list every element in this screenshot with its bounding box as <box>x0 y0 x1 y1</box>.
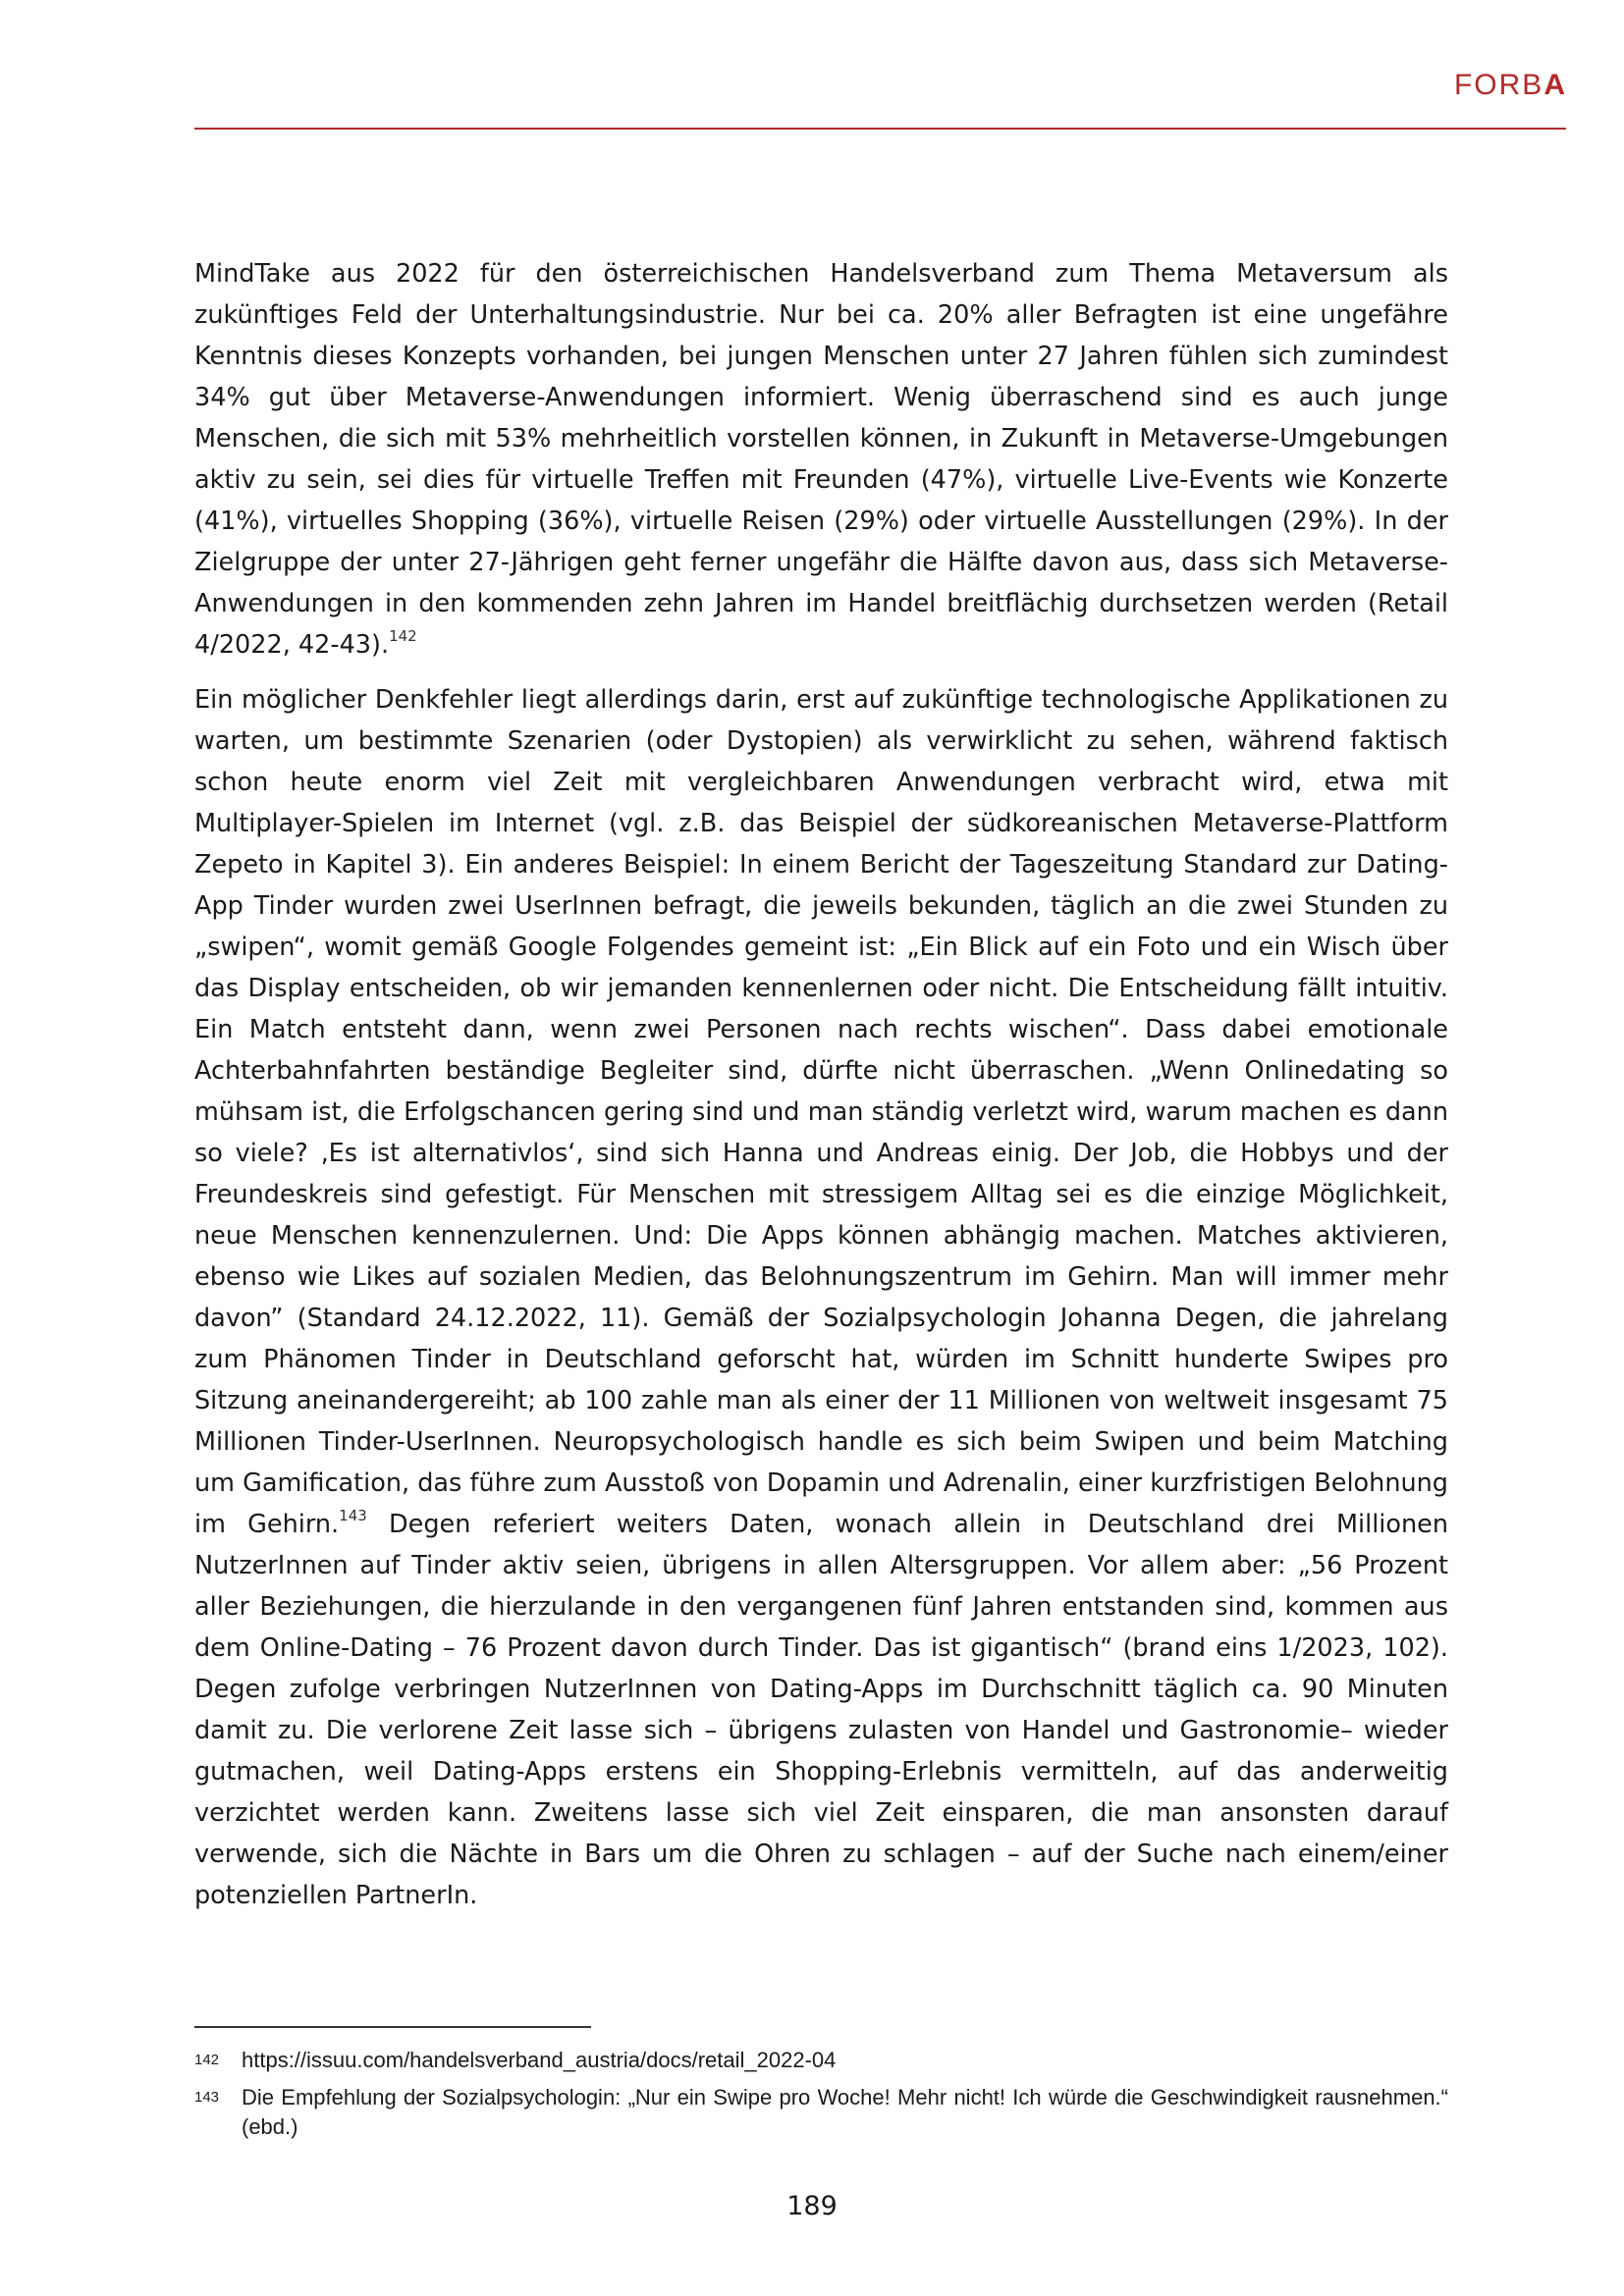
footnotes <box>194 2046 1448 2150</box>
logo-regular: FORB <box>1453 69 1544 101</box>
footnote-number: 143 <box>194 2089 220 2106</box>
footnote-ref-142[interactable]: 142 <box>389 627 417 645</box>
header-rule <box>194 128 1566 130</box>
page-number: 189 <box>786 2191 838 2221</box>
footnote-number: 142 <box>194 2052 220 2068</box>
footnote-text: Die Empfehlung der Sozialpsychologin: „Nur ein Swipe pro Woche! Mehr nicht! Ich würde die Geschwindigkeit rausnehmen.“ (ebd.) <box>242 2085 1448 2139</box>
logo-bold: A <box>1543 69 1567 101</box>
paragraph-1 <box>194 253 1448 666</box>
paragraph-2-text-part-2: Degen referiert weiters Daten, wonach allein in Deutschland drei Millionen NutzerInnen auf Tinder aktiv seien, übrigens in allen Altersgruppen. Vor allem aber: „56 Prozent aller Beziehungen, die hierzulande in den vergangenen fünf Jahren entstanden sind, kommen aus dem Online-Dating – 76 Prozent davon durch Tinder. Das ist gigantisch“ (brand eins 1/2023, 102). Degen zufolge verbringen NutzerInnen von Dating-Apps im Durchschnitt täglich ca. 90 Minuten damit zu. Die verlorene Zeit lasse sich – übrigens zulasten von Handel und Gastronomie– wieder gutmachen, weil Dating-Apps erstens ein Shopping-Erlebnis vermitteln, auf das anderweitig verzichtet werden kann. Zweitens lasse sich viel Zeit einsparen, die man ansonsten darauf verwende, sich die Nächte in Bars um die Ohren zu schlagen – auf der Suche nach einem/einer potenziellen PartnerIn. <box>194 1510 1448 1910</box>
footnote-142 <box>194 2046 1448 2075</box>
footnote-url-link[interactable]: https://issuu.com/handelsverband_austria/docs/retail_2022-04 <box>242 2048 837 2072</box>
body-text <box>194 253 1448 1930</box>
footnote-143 <box>194 2083 1448 2142</box>
footnote-ref-143[interactable]: 143 <box>339 1507 367 1524</box>
paragraph-2-text-part-1: Ein möglicher Denkfehler liegt allerdings darin, erst auf zukünftige technologische Applikationen zu warten, um bestimmte Szenarien (oder Dystopien) als verwirklicht zu sehen, während faktisch schon heute enorm viel Zeit mit vergleichbaren Anwendungen verbracht wird, etwa mit Multiplayer-Spielen im Internet (vgl. z.B. das Beispiel der südkoreanischen Metaverse-Plattform Zepeto in Kapitel 3). Ein anderes Beispiel: In einem Bericht der Tageszeitung Standard zur Dating-App Tinder wurden zwei UserInnen befragt, die jeweils bekunden, täglich an die zwei Stunden zu „swipen“, womit gemäß Google Folgendes gemeint ist: „Ein Blick auf ein Foto und ein Wisch über das Display entscheiden, ob wir jemanden kennenlernen oder nicht. Die Entscheidung fällt intuitiv. Ein Match entsteht dann, wenn zwei Personen nach rechts wischen“. Dass dabei emotionale Achterbahnfahrten beständige Begleiter sind, dürfte nicht überraschen. „Wenn Onlinedating so mühsam ist, die Erfolgschancen gering sind und man ständig verletzt wird, warum machen es dann so viele? ‚Es ist alternativlos‘, sind sich Hanna und Andreas einig. Der Job, die Hobbys und der Freundeskreis sind gefestigt. Für Menschen mit stressigem Alltag sei es die einzige Möglichkeit, neue Menschen kennenzulernen. Und: Die Apps können abhängig machen. Matches aktivieren, ebenso wie Likes auf sozialen Medien, das Belohnungszentrum im Gehirn. Man will immer mehr davon” (Standard 24.12.2022, 11). Gemäß der Sozialpsychologin Johanna Degen, die jahrelang zum Phänomen Tinder in Deutschland geforscht hat, würden im Schnitt hunderte Swipes pro Sitzung aneinandergereiht; ab 100 zahle man als einer der 11 Millionen von weltweit insgesamt 75 Millionen Tinder-UserInnen. Neuropsychologisch handle es sich beim Swipen und beim Matching um Gamification, das führe zum Ausstoß von Dopamin und Adrenalin, einer kurzfristigen Belohnung im Gehirn. <box>194 685 1448 1539</box>
paragraph-2 <box>194 679 1448 1916</box>
forba-logo <box>1454 69 1567 102</box>
paragraph-1-text: MindTake aus 2022 für den österreichischen Handelsverband zum Thema Metaversum als zukünftiges Feld der Unterhaltungsindustrie. Nur bei ca. 20% aller Befragten ist eine ungefähre Kenntnis dieses Konzepts vorhanden, bei jungen Menschen unter 27 Jahren fühlen sich zumindest 34% gut über Metaverse-Anwendungen informiert. Wenig überraschend sind es auch junge Menschen, die sich mit 53% mehrheitlich vorstellen können, in Zukunft in Metaverse-Umgebungen aktiv zu sein, sei dies für virtuelle Treffen mit Freunden (47%), virtuelle Live-Events wie Konzerte (41%), virtuelles Shopping (36%), virtuelle Reisen (29%) oder virtuelle Ausstellungen (29%). In der Zielgruppe der unter 27-Jährigen geht ferner ungefähr die Hälfte davon aus, dass sich Metaverse-Anwendungen in den kommenden zehn Jahren im Handel breitflächig durchsetzen werden (Retail 4/2022, 42-43). <box>194 259 1448 660</box>
footnote-separator <box>194 2026 591 2028</box>
